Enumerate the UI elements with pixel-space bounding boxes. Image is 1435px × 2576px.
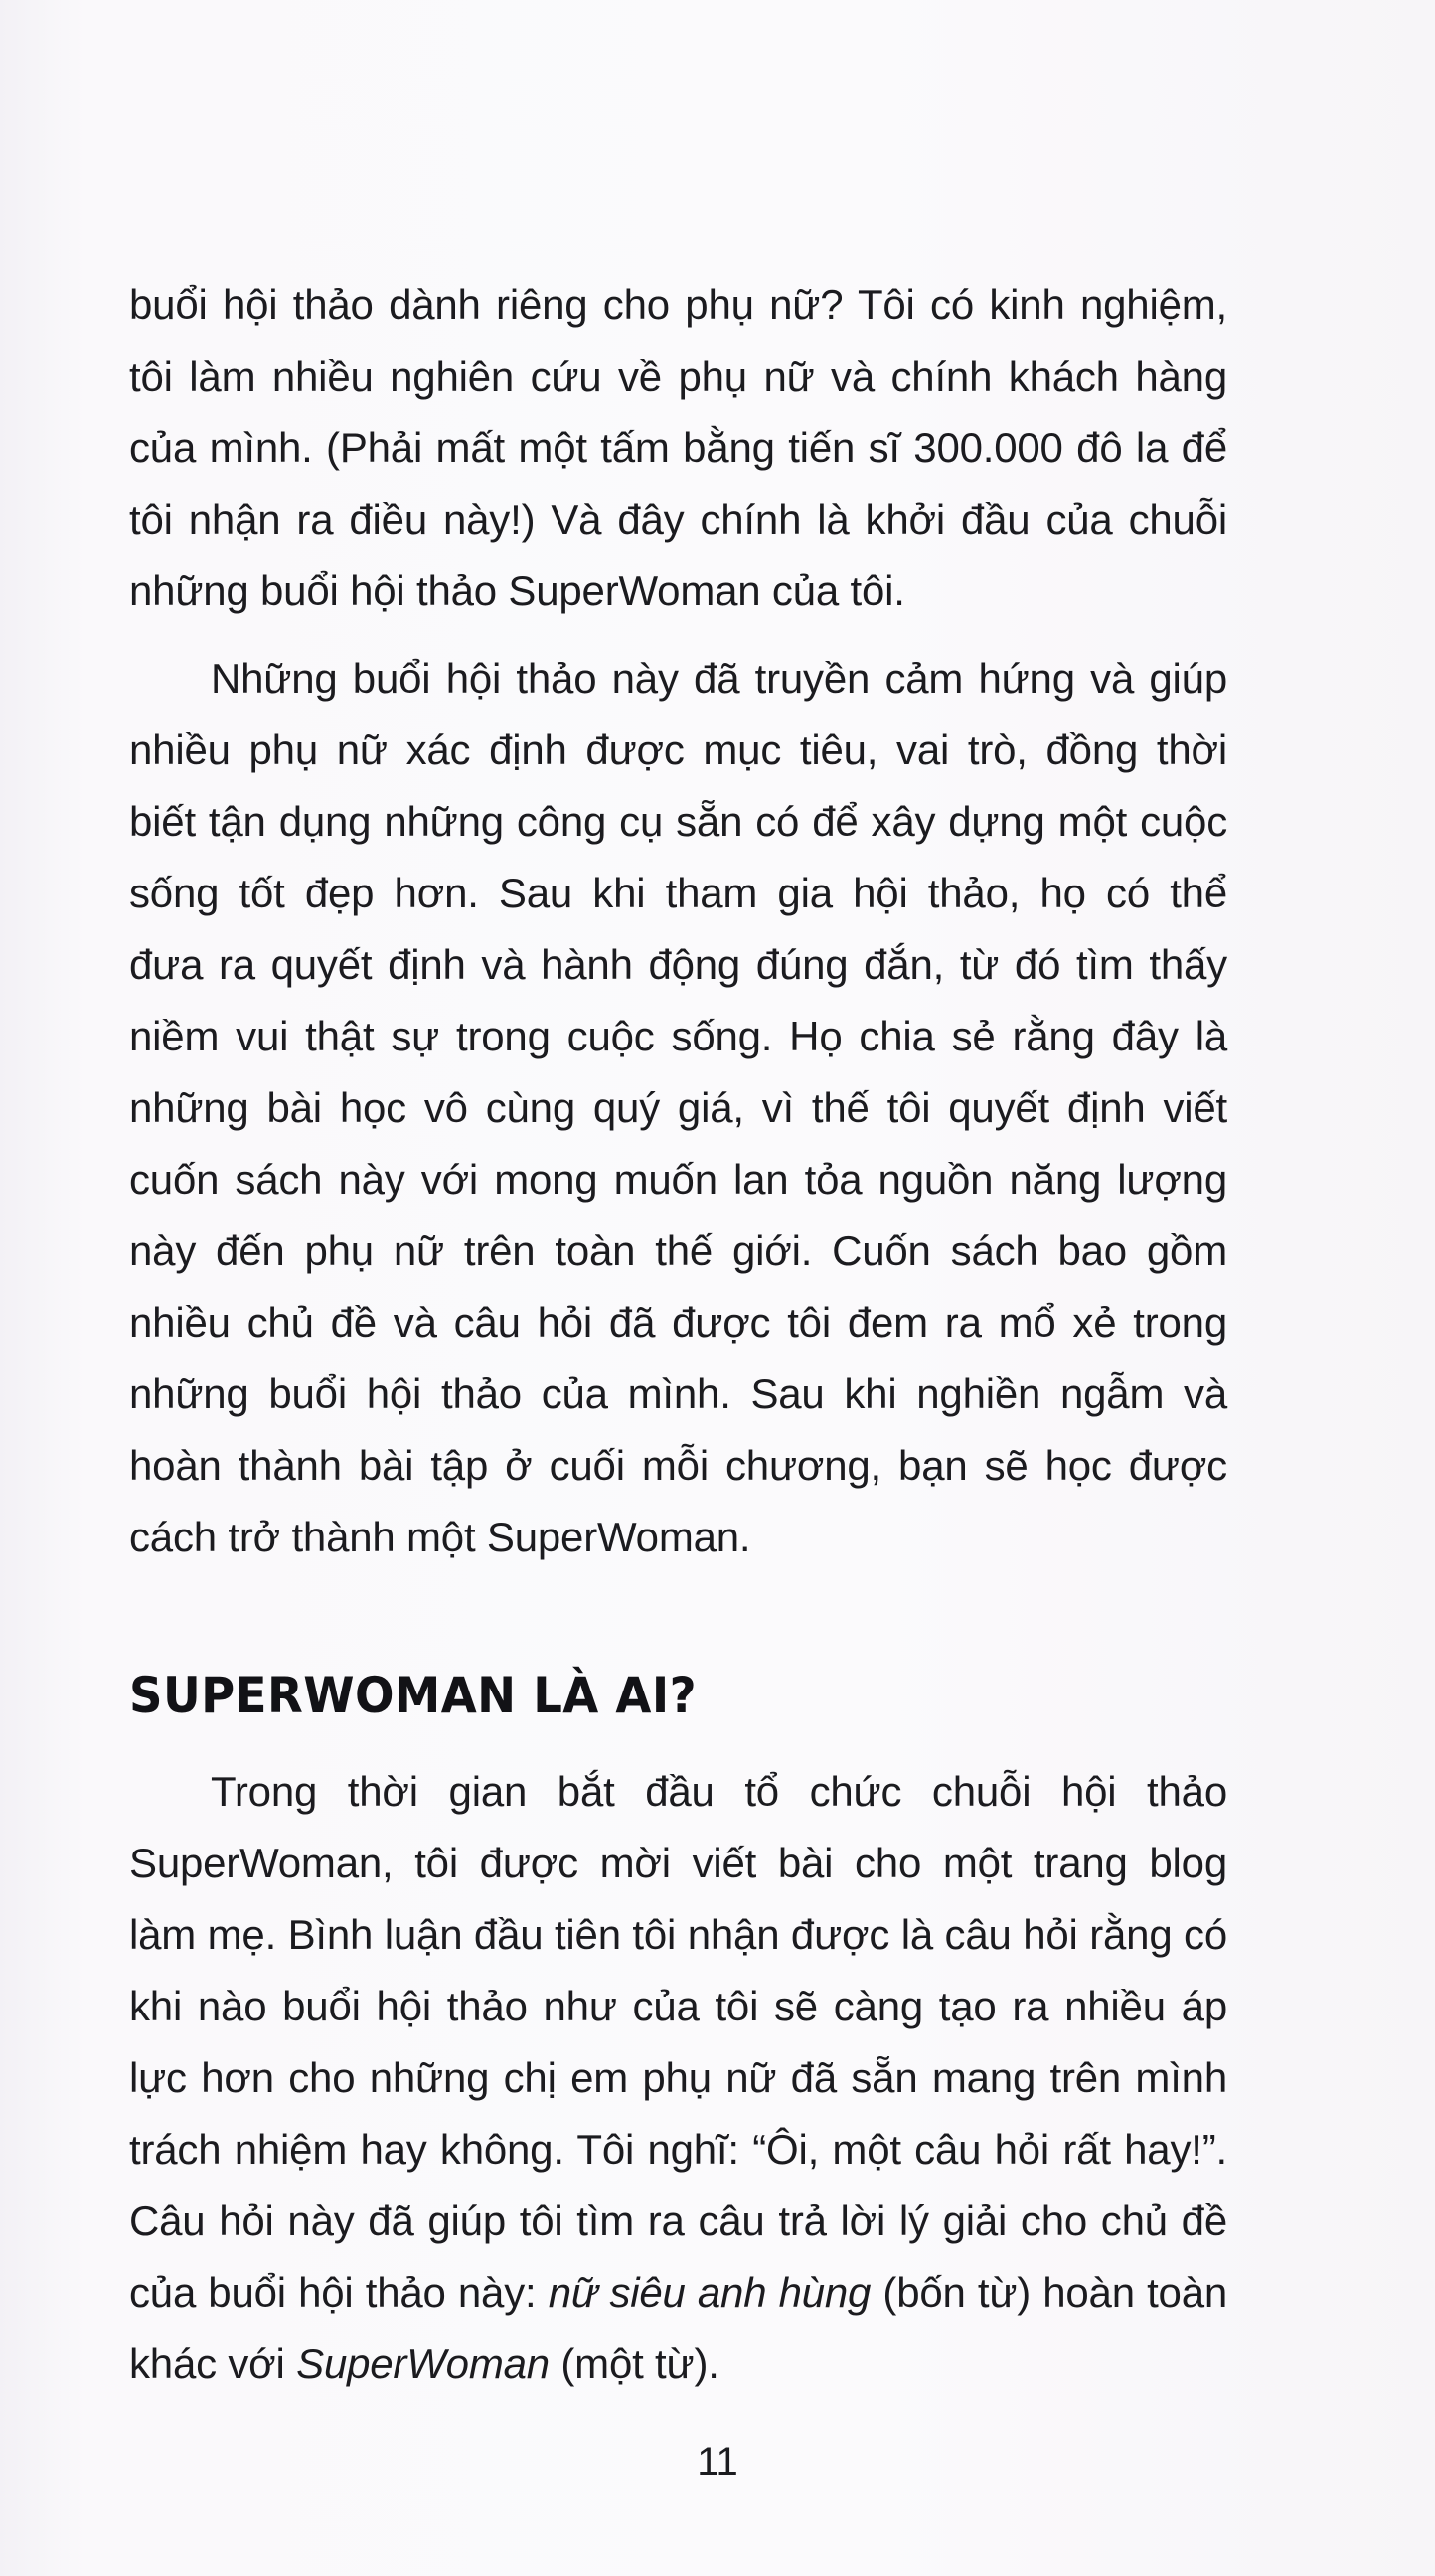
- text-line: này đến phụ nữ trên toàn thế giới. Cuốn sách bao gồm: [129, 1227, 1227, 1274]
- paragraph-section: [129, 1756, 1227, 2400]
- text-line: Câu hỏi này đã giúp tôi tìm ra câu trả lời lý giải cho chủ đề: [129, 2197, 1227, 2244]
- text-line: của mình. (Phải mất một tấm bằng tiến sĩ 300.000 đô la để: [129, 424, 1227, 471]
- text-line: những buổi hội thảo SuperWoman của tôi.: [129, 567, 905, 614]
- italic-term: SuperWoman: [296, 2340, 550, 2387]
- text-line: biết tận dụng những công cụ sẵn có để xây dựng một cuộc: [129, 798, 1227, 845]
- line-prefix: khác với: [129, 2340, 297, 2387]
- text-line: khi nào buổi hội thảo như của tôi sẽ càng tạo ra nhiều áp: [129, 1983, 1227, 2029]
- paragraph-intro-continuation: [129, 269, 1227, 627]
- text-line: tôi làm nhiều nghiên cứu về phụ nữ và chính khách hàng: [129, 353, 1227, 400]
- line-suffix: (một từ).: [549, 2340, 719, 2387]
- text-line: cuốn sách này với mong muốn lan tỏa nguồn năng lượng: [129, 1156, 1227, 1203]
- text-line: cách trở thành một SuperWoman.: [129, 1514, 751, 1560]
- text-line: trách nhiệm hay không. Tôi nghĩ: “Ôi, một câu hỏi rất hay!”.: [129, 2126, 1227, 2173]
- page-number: 11: [697, 2440, 738, 2484]
- text-line: những buổi hội thảo của mình. Sau khi nghiền ngẫm và: [129, 1370, 1227, 1417]
- text-line: Trong thời gian bắt đầu tổ chức chuỗi hội thảo: [211, 1768, 1227, 1815]
- text-line: Những buổi hội thảo này đã truyền cảm hứng và giúp: [211, 655, 1227, 702]
- text-line: [129, 2257, 1227, 2329]
- paragraph-workshops: [129, 643, 1227, 1573]
- text-line: buổi hội thảo dành riêng cho phụ nữ? Tôi có kinh nghiệm,: [129, 281, 1227, 328]
- text-line: nhiều phụ nữ xác định được mục tiêu, vai trò, đồng thời: [129, 726, 1227, 773]
- text-line: làm mẹ. Bình luận đầu tiên tôi nhận được là câu hỏi rằng có: [129, 1911, 1227, 1958]
- text-line: đưa ra quyết định và hành động đúng đắn, từ đó tìm thấy: [129, 941, 1227, 988]
- italic-term: nữ siêu anh hùng: [548, 2269, 872, 2316]
- text-line: nhiều chủ đề và câu hỏi đã được tôi đem ra mổ xẻ trong: [129, 1299, 1227, 1346]
- text-line: những bài học vô cùng quý giá, vì thế tôi quyết định viết: [129, 1084, 1227, 1131]
- text-line: SuperWoman, tôi được mời viết bài cho một trang blog: [129, 1840, 1227, 1886]
- section-heading: SUPERWOMAN LÀ AI?: [129, 1667, 698, 1724]
- text-line: tôi nhận ra điều này!) Và đây chính là khởi đầu của chuỗi: [129, 496, 1227, 543]
- line-suffix: (bốn từ) hoàn toàn: [871, 2269, 1228, 2316]
- line-prefix: của buổi hội thảo này:: [129, 2269, 549, 2316]
- text-line: sống tốt đẹp hơn. Sau khi tham gia hội thảo, họ có thể: [129, 870, 1227, 916]
- text-line: niềm vui thật sự trong cuộc sống. Họ chia sẻ rằng đây là: [129, 1013, 1227, 1059]
- text-line: [129, 2329, 1227, 2400]
- text-line: lực hơn cho những chị em phụ nữ đã sẵn mang trên mình: [129, 2054, 1227, 2101]
- text-line: hoàn thành bài tập ở cuối mỗi chương, bạn sẽ học được: [129, 1442, 1227, 1489]
